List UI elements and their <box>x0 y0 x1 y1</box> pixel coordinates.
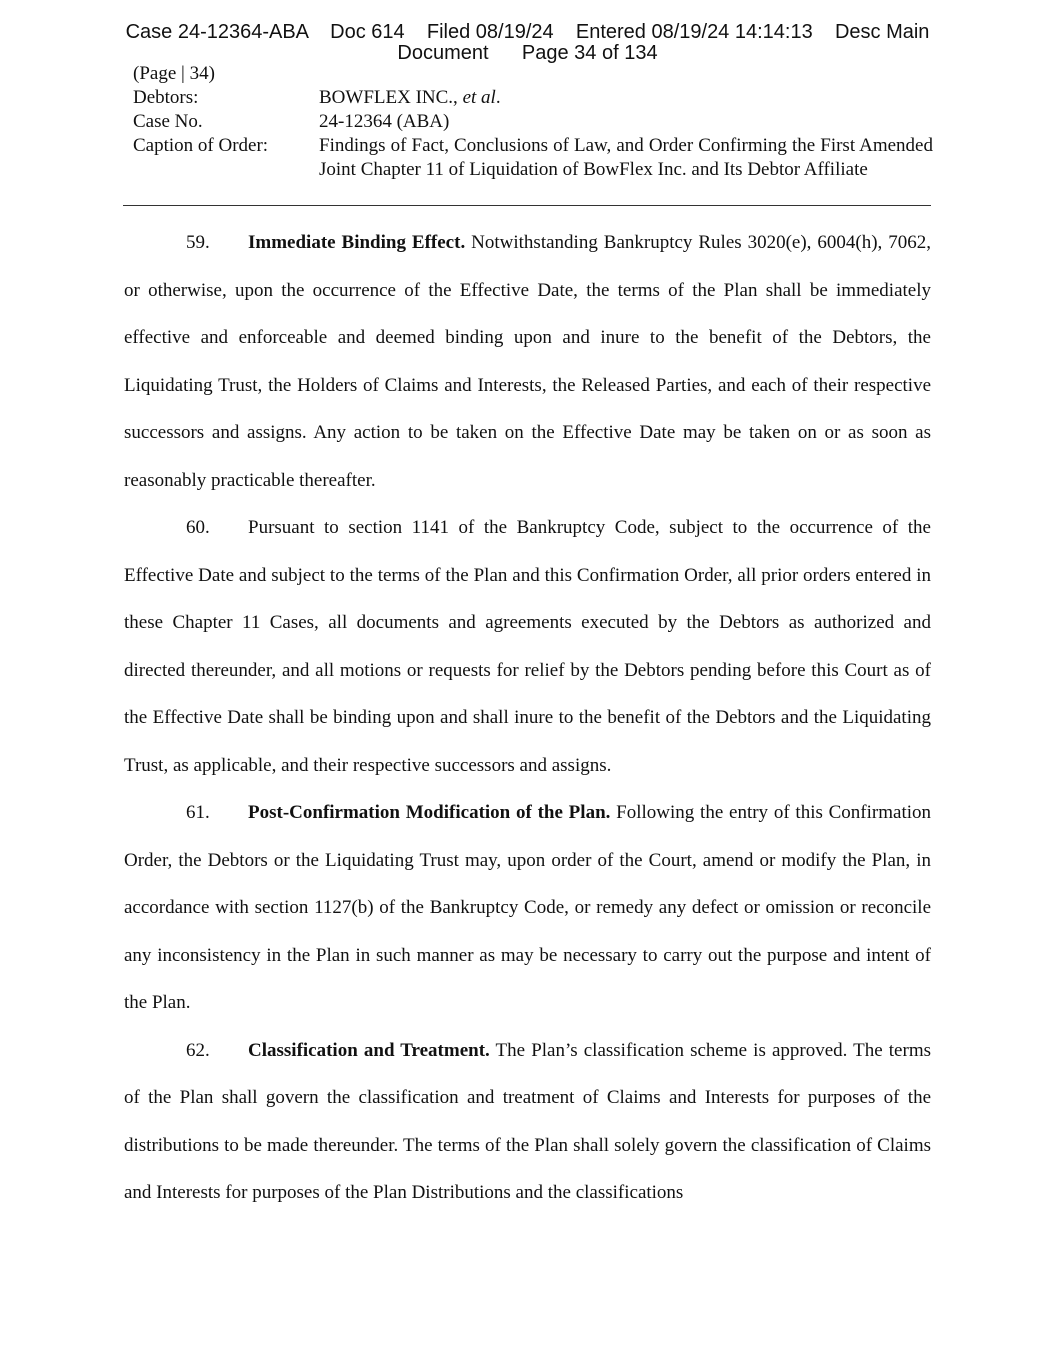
paragraph-heading: Classification and Treatment. <box>248 1039 490 1061</box>
debtors-period: . <box>495 87 501 108</box>
paragraph-text: The Plan’s classification scheme is approved. The terms of the Plan shall govern the classification and treatment of Claims and Interests for purposes of the distributions to be made thereunder. The terms of the Plan shall solely govern the classification of Claims and Interests for purposes of the Plan Distributions and the classifications <box>124 1039 931 1203</box>
paragraph-number: 62. <box>186 1039 210 1061</box>
paragraph-heading: Immediate Binding Effect. <box>248 232 466 253</box>
paragraph-heading: Post-Confirmation Modification of the Plan. <box>248 802 611 823</box>
debtors-et-al: et al <box>462 87 496 108</box>
caption-case-no-value: 24-12364 (ABA) <box>319 111 450 132</box>
caption-debtors-value <box>319 86 933 110</box>
paragraph-60 <box>124 504 931 789</box>
debtors-name: BOWFLEX INC., <box>319 87 458 108</box>
paragraph-62 <box>124 1027 931 1217</box>
paragraph-text: Pursuant to section 1141 of the Bankruptcy Code, subject to the occurrence of the Effective Date and subject to the terms of the Plan and this Confirmation Order, all prior orders entered in these Chapter 11 Cases, all documents and agreements executed by the Debtors as authorized and directed thereunder, and all motions or requests for relief by the Debtors pending before this Court as of the Effective Date shall be binding upon and shall inure to the benefit of the Debtors and the Liquidating Trust, as applicable, and their respective successors and assigns. <box>124 517 931 776</box>
caption-case-no-label: Case No. <box>133 111 203 132</box>
paragraph-61 <box>124 789 931 1027</box>
case-caption <box>133 62 933 182</box>
paragraph-number: 59. <box>186 232 210 253</box>
caption-case-no-row <box>133 110 933 134</box>
paragraph-text: Following the entry of this Confirmation Order, the Debtors or the Liquidating Trust may, upon order of the Court, amend or modify the Plan, in accordance with section 1127(b) of the Bankruptcy Code, or remedy any defect or omission or reconcile any inconsistency in the Plan in such manner as may be necessary to carry out the purpose and intent of the Plan. <box>124 802 932 1013</box>
ecf-header-line-1: Case 24-12364-ABA Doc 614 Filed 08/19/24 Entered 08/19/24 14:14:13 Desc Main <box>125 21 930 43</box>
caption-debtors-row <box>133 86 933 110</box>
caption-order-row <box>133 134 933 182</box>
ecf-header-line-2: Document Page 34 of 134 <box>397 42 658 64</box>
paragraph-59 <box>124 219 931 504</box>
caption-divider <box>123 205 931 206</box>
order-body <box>124 219 931 1217</box>
caption-page-label: (Page | 34) <box>133 63 215 84</box>
paragraph-number: 61. <box>186 802 210 823</box>
caption-order-label: Caption of Order: <box>133 135 269 156</box>
caption-order-value: Findings of Fact, Conclusions of Law, and Order Confirming the First Amended Joint Chapter 11 of Liquidation of BowFlex Inc. and Its Debtor Affiliate <box>319 135 933 180</box>
paragraph-text: Notwithstanding Bankruptcy Rules 3020(e), 6004(h), 7062, or otherwise, upon the occurrence of the Effective Date, the terms of the Plan shall be immediately effective and enforceable and deemed binding upon and inure to the benefit of the Debtors, the Liquidating Trust, the Holders of Claims and Interests, the Released Parties, and each of their respective successors and assigns. Any action to be taken on the Effective Date may be taken on or as soon as reasonably practicable thereafter. <box>124 232 931 491</box>
caption-page-row <box>133 62 933 86</box>
paragraph-number: 60. <box>186 517 210 538</box>
caption-debtors-label: Debtors: <box>133 87 199 108</box>
